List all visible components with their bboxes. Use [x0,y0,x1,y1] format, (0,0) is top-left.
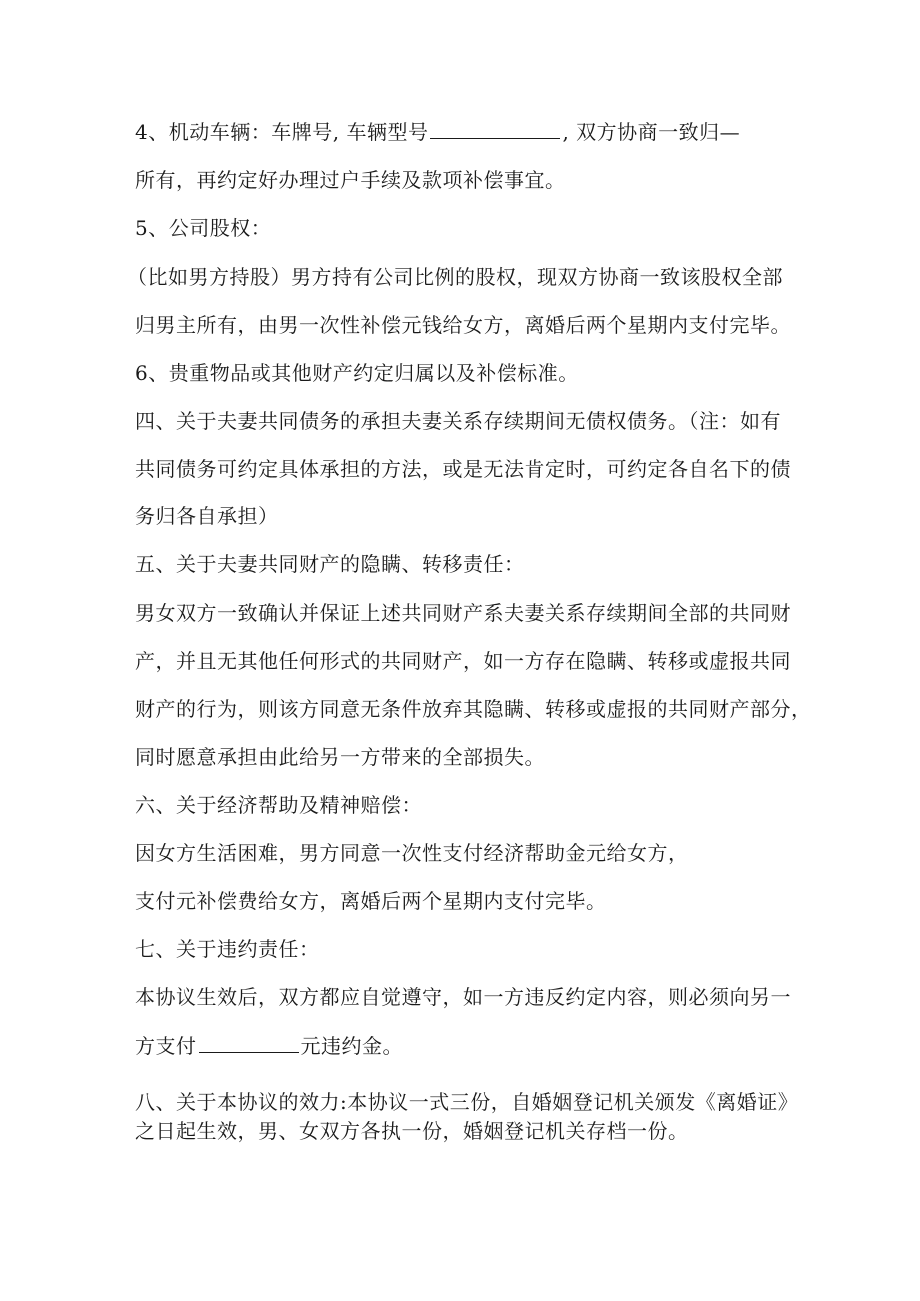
section4-line1: 四、关于夫妻共同债务的承担夫妻关系存续期间无债权债务。（注：如有 [135,409,781,433]
section8-line2: 之日起生效，男、女双方各执一份，婚姻登记机关存档一份。 [135,1119,689,1143]
section6-heading: 六、关于经济帮助及精神赔偿： [135,793,422,817]
section8-line1: 八、关于本协议的效力:本协议一式三份，自婚姻登记机关颁发《离婚证》 [135,1090,799,1114]
section6-line2: 支付元补偿费给女方，离婚后两个星期内支付完毕。 [135,889,607,913]
section7-line2 [135,1032,403,1060]
section5-line4: 同时愿意承担由此给另一方带来的全部损失。 [135,745,545,769]
item6: 6、贵重物品或其他财产约定归属以及补偿标准。 [135,361,579,385]
section7-heading: 七、关于违约责任： [135,937,320,961]
section7-line1: 本协议生效后，双方都应自觉遵守，如一方违反约定内容，则必须向另一 [135,985,791,1009]
vehicle-model-blank [430,118,560,139]
item4-prefix: 4、机动车辆：车牌号, 车辆型号 [135,120,429,144]
item5-heading: 5、公司股权： [135,216,272,240]
section4-line3: 务归各自承担） [135,504,279,528]
section5-line1: 男女双方一致确认并保证上述共同财产系夫妻关系存续期间全部的共同财 [135,601,791,625]
section5-heading: 五、关于夫妻共同财产的隐瞒、转移责任： [135,552,525,576]
item4-line1 [135,118,740,146]
item5-line1: （比如男方持股）男方持有公司比例的股权，现双方协商一致该股权全部 [127,265,783,289]
section6-line1: 因女方生活困难，男方同意一次性支付经济帮助金元给女方， [135,841,689,865]
penalty-amount-blank [199,1032,299,1053]
item5-line2: 归男主所有，由男一次性补偿元钱给女方，离婚后两个星期内支付完毕。 [135,313,791,337]
section4-line2: 共同债务可约定具体承担的方法，或是无法肯定时，可约定各自名下的债 [135,457,791,481]
section7-line2-prefix: 方支付 [135,1034,197,1058]
section5-line3: 财产的行为，则该方同意无条件放弃其隐瞒、转移或虚报的共同财产部分， [135,697,812,721]
section5-line2: 产，并且无其他任何形式的共同财产，如一方存在隐瞒、转移或虚报共同 [135,649,791,673]
item4-suffix: , 双方协商一致归— [562,120,741,144]
section7-line2-suffix: 元违约金。 [300,1034,403,1058]
item4-line2: 所有，再约定好办理过户手续及款项补偿事宜。 [135,168,566,192]
